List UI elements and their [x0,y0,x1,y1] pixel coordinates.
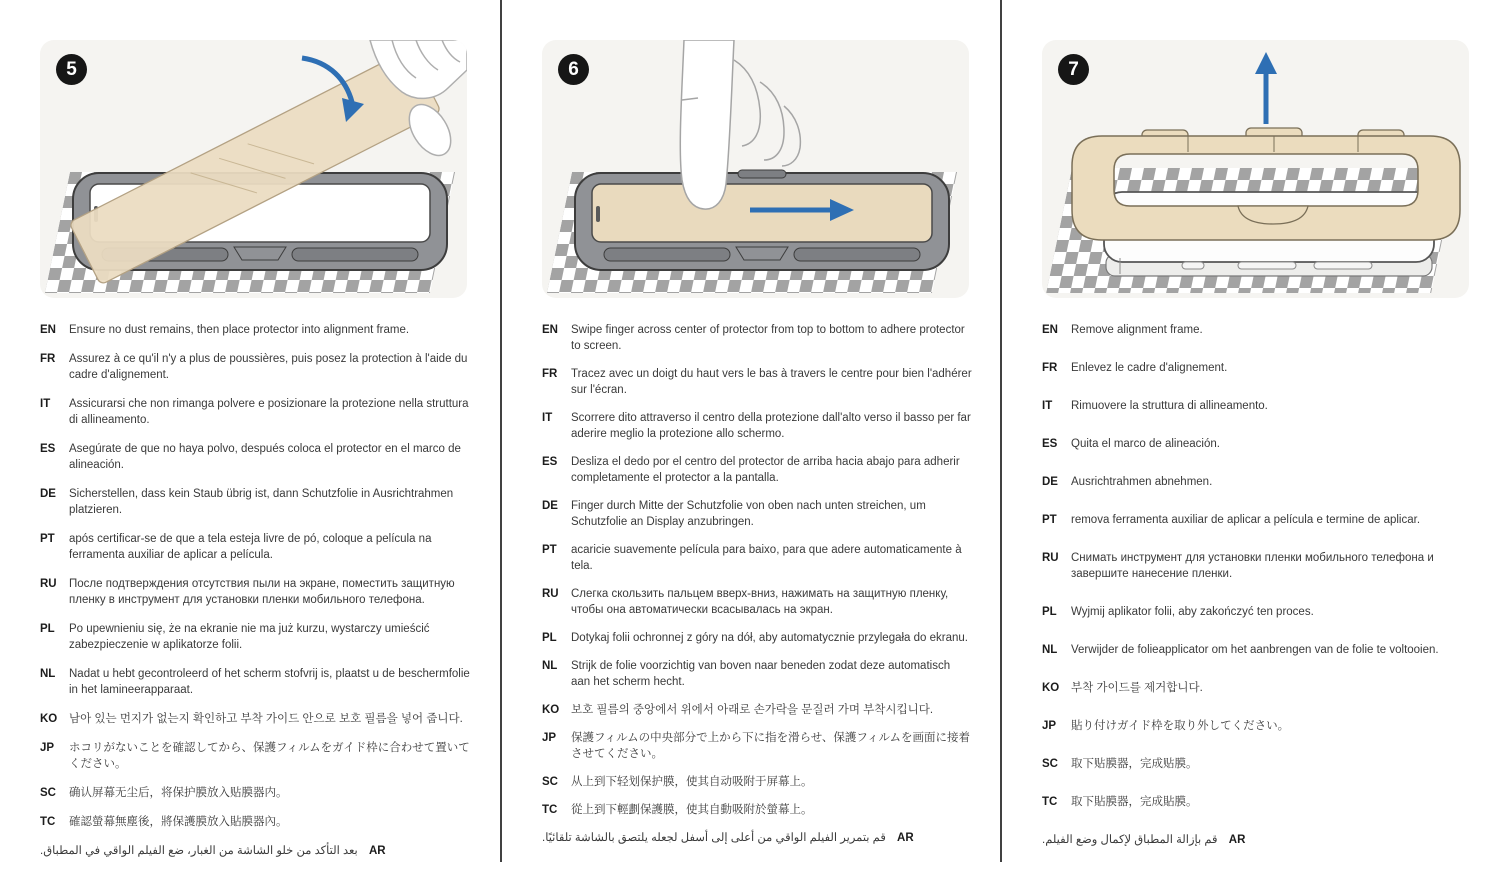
language-code: SC [1042,758,1058,770]
instruction-row-pl [1042,604,1472,620]
language-code: AR [1228,834,1246,846]
instruction-row-fr [1042,360,1472,376]
instruction-row-ar [1042,832,1472,848]
language-code: AR [368,845,386,857]
instruction-row-sc [1042,756,1472,772]
language-code: TC [40,816,56,828]
illustration-step-5 [40,40,467,298]
instruction-row-ru [1042,550,1472,582]
language-code: JP [40,742,55,754]
language-code: AR [897,832,914,844]
language-code: EN [1042,324,1058,336]
panel-step-5 [0,0,500,862]
language-code: ES [1042,438,1058,450]
language-code: DE [40,488,56,500]
language-code: PL [1042,606,1057,618]
instruction-row-pt [40,531,470,563]
instruction-row-fr [40,351,470,383]
illustration-step-7 [1042,40,1469,298]
language-code: FR [1042,362,1058,374]
instruction-text: 從上到下輕劃保護膜，使其自動吸附於螢幕上。 [571,804,813,816]
instruction-row-ru [40,576,470,608]
step-number-badge: 7 [1058,54,1089,85]
instruction-row-es [40,441,470,473]
panel-step-6 [500,0,1000,862]
language-code: RU [1042,552,1059,564]
illustration-step-6 [542,40,969,298]
instruction-text: Finger durch Mitte der Schutzfolie von oben nach unten streichen, um Schutzfolie an Display anzubringen. [571,500,926,528]
instruction-text: После подтверждения отсутствия пыли на экране, поместить защитную пленку в инструмент для установки пленки мобильного телефона. [69,578,455,606]
instruction-row-ru [542,586,972,618]
instruction-text: Scorrere dito attraverso il centro della protezione dall'alto verso il basso per far aderire meglio la protezione allo schermo. [571,412,971,440]
instruction-row-en [40,322,470,338]
language-code: ES [542,456,558,468]
instruction-text: Remove alignment frame. [1071,324,1203,336]
language-code: EN [40,324,56,336]
instruction-row-fr [542,366,972,398]
instruction-text: قم بإزالة المطباق لإكمال وضع الفيلم. [1042,834,1218,846]
instruction-row-ko [1042,680,1472,696]
instruction-text: 確認螢幕無塵後，將保護膜放入貼膜器內。 [69,816,288,828]
instruction-text: Verwijder de folieapplicator om het aanbrengen van de folie te voltooien. [1071,644,1439,656]
instruction-text: Po upewnieniu się, że na ekranie nie ma już kurzu, wystarczy umieścić zabezpieczenie w aplikatorze folii. [69,623,430,651]
instruction-row-pl [542,630,972,646]
alignment-frame-icon [575,170,949,270]
language-code: IT [40,398,51,410]
instruction-text: Tracez avec un doigt du haut vers le bas à travers le centre pour bien l'adhérer sur l'écran. [571,368,972,396]
instruction-row-sc [40,785,470,801]
instruction-row-es [1042,436,1472,452]
language-code: PT [1042,514,1057,526]
instruction-row-pt [542,542,972,574]
instruction-text: Desliza el dedo por el centro del protector de arriba hacia abajo para adherir completamente el protector a la pantalla. [571,456,960,484]
instruction-text: Dotykaj folii ochronnej z góry na dół, aby automatycznie przylegała do ekranu. [571,632,968,644]
instruction-text: 确认屏幕无尘后，将保护膜放入贴膜器内。 [69,787,288,799]
step-number-badge: 6 [558,54,589,85]
instruction-row-ar [542,830,972,846]
instruction-text: 取下贴膜器，完成贴膜。 [1071,758,1198,770]
language-code: FR [40,353,56,365]
illustration-card-step-5 [40,40,467,298]
instruction-text: 取下貼膜器，完成貼膜。 [1071,796,1198,808]
instruction-row-jp [1042,718,1472,734]
step-number-badge: 5 [56,54,87,85]
instruction-row-en [1042,322,1472,338]
instruction-text: قم بتمرير الفيلم الواقي من أعلى إلى أسفل لجعله يلتصق بالشاشة تلقائيًا. [542,832,886,844]
language-code: PL [40,623,55,635]
instruction-text: após certificar-se de que a tela esteja livre de pó, coloque a película na ferramenta auxiliar de aplicar a película. [69,533,432,561]
instruction-row-it [1042,398,1472,414]
language-code: DE [1042,476,1058,488]
instructions-step-7 [1042,322,1472,870]
language-code: TC [542,804,558,816]
instruction-text: Asegúrate de que no haya polvo, después coloca el protector en el marco de alineación. [69,443,461,471]
instruction-row-nl [542,658,972,690]
language-code: IT [542,412,553,424]
language-code: RU [542,588,559,600]
language-code: IT [1042,400,1053,412]
language-code: KO [542,704,560,716]
instruction-text: 남아 있는 먼지가 없는지 확인하고 부착 가이드 안으로 보호 필름을 넣어 줍니다. [69,713,463,725]
instruction-row-de [542,498,972,530]
instruction-row-ko [542,702,972,718]
language-code: SC [542,776,558,788]
language-code: SC [40,787,56,799]
instruction-text: Слегка скользить пальцем вверх-вниз, нажимать на защитную пленку, чтобы она автоматически всасывалась на экран. [571,588,949,616]
instruction-text: Assicurarsi che non rimanga polvere e posizionare la protezione nella struttura di allineamento. [69,398,469,426]
instruction-row-es [542,454,972,486]
instruction-row-ar [40,843,470,859]
instruction-text: Swipe finger across center of protector from top to bottom to adhere protector to screen. [571,324,965,352]
illustration-card-step-7 [1042,40,1469,298]
instruction-text: Rimuovere la struttura di allineamento. [1071,400,1268,412]
language-code: PL [542,632,557,644]
language-code: JP [1042,720,1057,732]
instruction-row-de [40,486,470,518]
language-code: NL [1042,644,1058,656]
language-code: TC [1042,796,1058,808]
language-code: PT [40,533,55,545]
instruction-row-ko [40,711,470,727]
instruction-text: Strijk de folie voorzichtig van boven naar beneden zodat deze automatisch aan het scherm hecht. [571,660,951,688]
instruction-text: Ausrichtrahmen abnehmen. [1071,476,1213,488]
instruction-row-en [542,322,972,354]
panel-step-7 [1000,0,1500,862]
instruction-text: بعد التأكد من خلو الشاشة من الغبار، ضع الفيلم الواقي في المطباق. [40,845,358,857]
instruction-text: 从上到下轻划保护膜，使其自动吸附于屏幕上。 [571,776,813,788]
instruction-text: 부착 가이드를 제거합니다. [1071,682,1203,694]
instruction-row-sc [542,774,972,790]
instruction-text: 보호 필름의 중앙에서 위에서 아래로 손가락을 문질러 가며 부착시킵니다. [571,704,934,716]
language-code: PT [542,544,557,556]
instruction-text: Ensure no dust remains, then place protector into alignment frame. [69,324,410,336]
instruction-text: 保護フィルムの中央部分で上から下に指を滑らせ、保護フィルムを画面に接着させてください。 [571,732,971,760]
language-code: EN [542,324,558,336]
instruction-row-nl [40,666,470,698]
instruction-text: remova ferramenta auxiliar de aplicar a película e termine de aplicar. [1071,514,1421,526]
instruction-text: Wyjmij aplikator folii, aby zakończyć ten proces. [1071,606,1314,618]
instruction-row-it [542,410,972,442]
instruction-row-nl [1042,642,1472,658]
instruction-text: Nadat u hebt gecontroleerd of het scherm stofvrij is, plaatst u de beschermfolie in het lamineerapparaat. [69,668,470,696]
illustration-card-step-6 [542,40,969,298]
instruction-row-de [1042,474,1472,490]
instruction-row-jp [40,740,470,772]
instruction-text: Quita el marco de alineación. [1071,438,1220,450]
instruction-text: Sicherstellen, dass kein Staub übrig ist, dann Schutzfolie in Ausrichtrahmen platzieren. [69,488,454,516]
language-code: DE [542,500,558,512]
instruction-text: Assurez à ce qu'il n'y a plus de poussières, puis posez la protection à l'aide du cadre d'alignement. [69,353,468,381]
language-code: NL [40,668,56,680]
instruction-row-it [40,396,470,428]
instructions-step-6 [542,322,972,858]
instruction-text: Снимать инструмент для установки пленки мобильного телефона и завершите нанесение пленки. [1071,552,1434,580]
instruction-text: 貼り付けガイド枠を取り外してください。 [1071,720,1290,732]
instruction-row-pl [40,621,470,653]
language-code: ES [40,443,56,455]
arrow-up-icon [1255,52,1277,124]
instruction-row-pt [1042,512,1472,528]
instruction-row-tc [542,802,972,818]
instruction-text: Enlevez le cadre d'alignement. [1071,362,1228,374]
instruction-text: ホコリがないことを確認してから、保護フィルムをガイド枠に合わせて置いてください。 [69,742,470,770]
language-code: NL [542,660,558,672]
language-code: JP [542,732,557,744]
instructions-step-5 [40,322,470,872]
instruction-row-tc [40,814,470,830]
language-code: RU [40,578,57,590]
instruction-row-jp [542,730,972,762]
language-code: FR [542,368,558,380]
instruction-text: acaricie suavemente película para baixo, para que adere automaticamente à tela. [571,544,962,572]
language-code: KO [40,713,58,725]
language-code: KO [1042,682,1060,694]
instruction-row-tc [1042,794,1472,810]
